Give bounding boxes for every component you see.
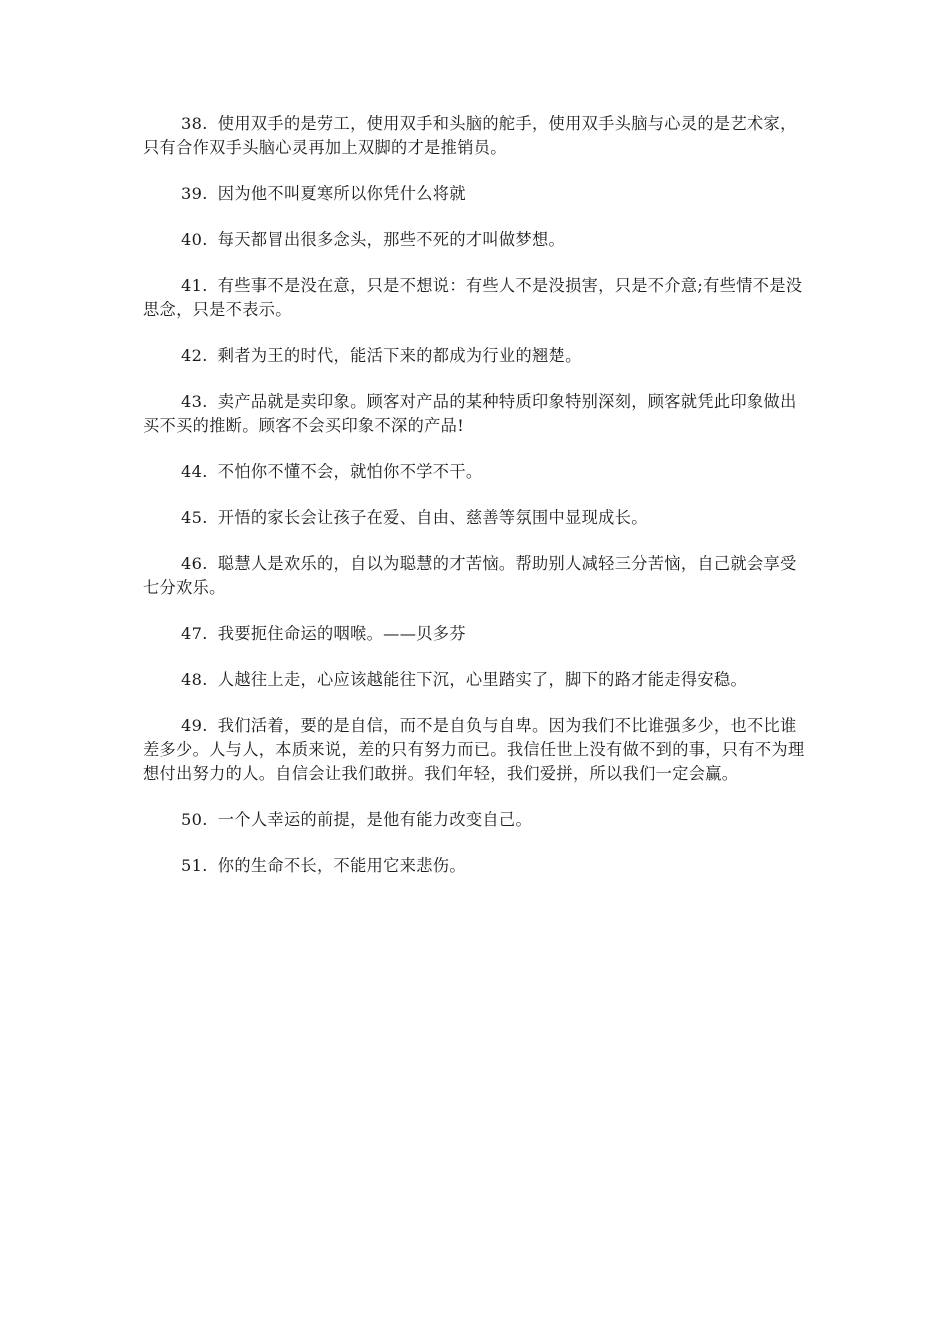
quote-number: 46.: [181, 554, 208, 573]
quote-text: 开悟的家长会让孩子在爱、自由、慈善等氛围中显现成长。: [217, 508, 648, 527]
quote-text: 不怕你不懂不会，就怕你不学不干。: [217, 462, 483, 481]
quote-number: 44.: [181, 462, 208, 481]
quote-text: 聪慧人是欢乐的，自以为聪慧的才苦恼。帮助别人减轻三分苦恼，自己就会享受七分欢乐。: [143, 554, 797, 597]
quote-item: [143, 808, 809, 832]
quote-item: [143, 390, 809, 438]
quote-item: [143, 854, 809, 878]
quote-item: [143, 274, 809, 322]
quote-text: 剩者为王的时代，能活下来的都成为行业的翘楚。: [217, 346, 582, 365]
quote-number: 50.: [181, 810, 208, 829]
quote-item: [143, 228, 809, 252]
quote-item: [143, 112, 809, 160]
quote-text: 卖产品就是卖印象。顾客对产品的某种特质印象特别深刻，顾客就凭此印象做出买不买的推断。顾客不会买印象不深的产品!: [143, 392, 797, 435]
quote-item: [143, 182, 809, 206]
quote-item: [143, 668, 809, 692]
quote-number: 41.: [181, 276, 208, 295]
quote-item: [143, 344, 809, 368]
quote-item: [143, 714, 809, 786]
quote-text: 我们活着，要的是自信，而不是自负与自卑。因为我们不比谁强多少，也不比谁差多少。人与人，本质来说，差的只有努力而已。我信任世上没有做不到的事，只有不为理想付出努力的人。自信会让我们敢拼。我们年轻，我们爱拼，所以我们一定会赢。: [143, 716, 805, 783]
quote-number: 49.: [181, 716, 208, 735]
quote-text: 每天都冒出很多念头，那些不死的才叫做梦想。: [217, 230, 566, 249]
quote-text: 使用双手的是劳工，使用双手和头脑的舵手，使用双手头脑与心灵的是艺术家，只有合作双手头脑心灵再加上双脚的才是推销员。: [143, 114, 797, 157]
quote-text: 你的生命不长，不能用它来悲伤。: [217, 856, 466, 875]
quote-number: 47.: [181, 624, 208, 643]
quote-item: [143, 552, 809, 600]
quote-text: 人越往上走，心应该越能往下沉，心里踏实了，脚下的路才能走得安稳。: [217, 670, 747, 689]
quote-text: 一个人幸运的前提，是他有能力改变自己。: [217, 810, 533, 829]
quote-number: 48.: [181, 670, 208, 689]
quote-text: 因为他不叫夏寒所以你凭什么将就: [217, 184, 466, 203]
quote-item: [143, 622, 809, 646]
quote-number: 39.: [181, 184, 208, 203]
quote-item: [143, 460, 809, 484]
quote-number: 38.: [181, 114, 208, 133]
quote-text: 有些事不是没在意，只是不想说：有些人不是没损害，只是不介意;有些情不是没思念，只是不表示。: [143, 276, 803, 319]
quote-number: 43.: [181, 392, 208, 411]
quote-number: 45.: [181, 508, 208, 527]
quote-text: 我要扼住命运的咽喉。——贝多芬: [217, 624, 466, 643]
quote-number: 51.: [181, 856, 208, 875]
quote-number: 40.: [181, 230, 208, 249]
quote-number: 42.: [181, 346, 208, 365]
document-page: [143, 112, 809, 900]
quote-item: [143, 506, 809, 530]
